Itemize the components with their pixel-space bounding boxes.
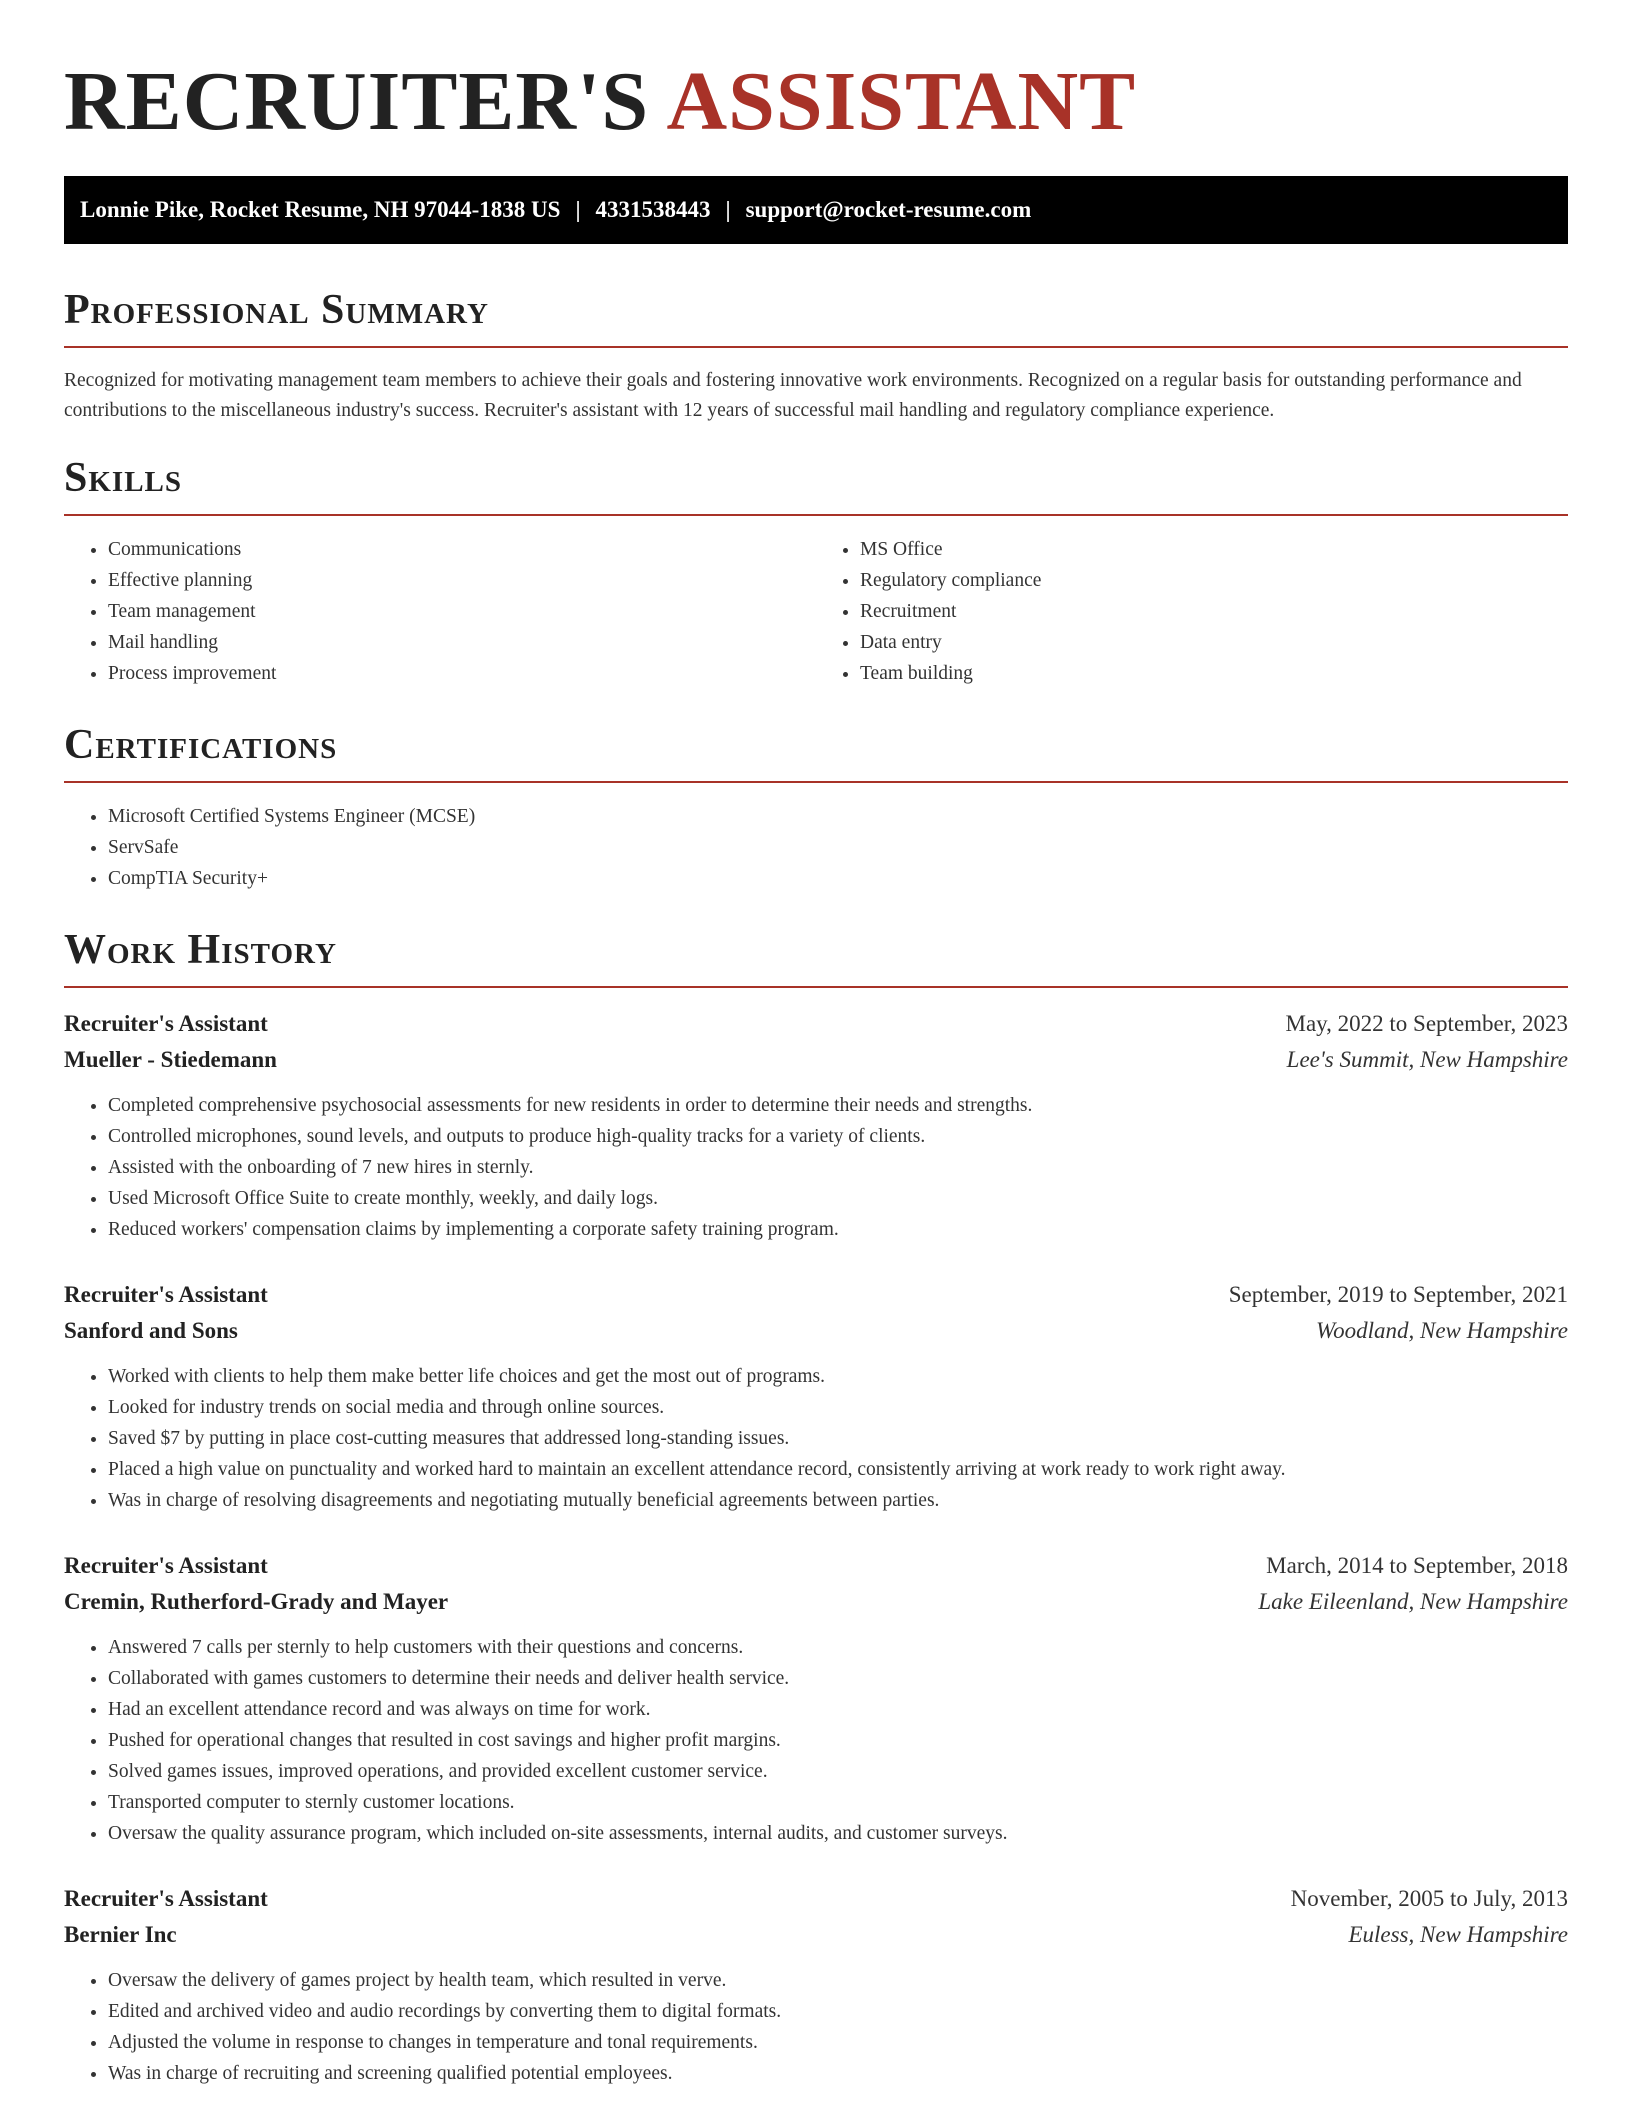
job-bullets xyxy=(64,1632,1568,1849)
job-bullet: • Controlled microphones, sound levels, and outputs to produce high-quality tracks for a variety of clients. xyxy=(108,1121,1568,1152)
skill-item: • Data entry xyxy=(860,627,1568,658)
job-bullet: • Solved games issues, improved operations, and provided excellent customer service. xyxy=(108,1756,1568,1787)
contact-address: Lonnie Pike, Rocket Resume, NH 97044-1838 US xyxy=(80,197,561,222)
section-title-work-history: Work History xyxy=(64,927,337,973)
job-header-row xyxy=(64,1277,1568,1313)
job-dates: November, 2005 to July, 2013 xyxy=(1290,1886,1568,1911)
title-second-word: ASSISTANT xyxy=(666,55,1137,148)
contact-separator: | xyxy=(575,197,581,222)
skill-item: • Communications xyxy=(108,534,816,565)
job-bullet: • Assisted with the onboarding of 7 new hires in sternly. xyxy=(108,1152,1568,1183)
skill-item: • MS Office xyxy=(860,534,1568,565)
job-bullet: • Oversaw the delivery of games project by health team, which resulted in verve. xyxy=(108,1965,1568,1996)
job-bullet: • Placed a high value on punctuality and worked hard to maintain an excellent attendance record, consistently arriving at work ready to work right away. xyxy=(108,1454,1568,1485)
title-first-word: RECRUITER'S xyxy=(64,55,650,148)
job-company-row xyxy=(64,1584,1568,1620)
section-title-certifications: Certifications xyxy=(64,722,338,768)
work-history-section xyxy=(64,924,1568,2089)
skills-columns xyxy=(64,534,1568,689)
job-dates: March, 2014 to September, 2018 xyxy=(1266,1553,1568,1578)
job-entry xyxy=(64,1548,1568,1849)
skill-item: • Process improvement xyxy=(108,658,816,689)
certifications-list xyxy=(64,801,1568,894)
job-header-row xyxy=(64,1548,1568,1584)
section-divider xyxy=(64,986,1568,988)
section-divider xyxy=(64,781,1568,783)
certification-item: • CompTIA Security+ xyxy=(108,863,1568,894)
job-bullet: • Had an excellent attendance record and was always on time for work. xyxy=(108,1694,1568,1725)
contact-email: support@rocket-resume.com xyxy=(745,197,1032,222)
job-title: Recruiter's Assistant xyxy=(64,1011,268,1036)
job-bullet: • Was in charge of resolving disagreements and negotiating mutually beneficial agreements between parties. xyxy=(108,1485,1568,1516)
job-bullet: • Adjusted the volume in response to changes in temperature and tonal requirements. xyxy=(108,2027,1568,2058)
skill-item: • Regulatory compliance xyxy=(860,565,1568,596)
contact-phone: 4331538443 xyxy=(595,197,711,222)
job-dates: September, 2019 to September, 2021 xyxy=(1228,1282,1568,1307)
job-bullet: • Saved $7 by putting in place cost-cutting measures that addressed long-standing issues. xyxy=(108,1423,1568,1454)
skills-list-left xyxy=(64,534,816,689)
skill-item: • Mail handling xyxy=(108,627,816,658)
job-bullet: • Looked for industry trends on social media and through online sources. xyxy=(108,1392,1568,1423)
job-location: Lake Eileenland, New Hampshire xyxy=(1258,1589,1568,1614)
job-location: Lee's Summit, New Hampshire xyxy=(1286,1047,1568,1072)
job-company-row xyxy=(64,1042,1568,1078)
job-company-row xyxy=(64,1917,1568,1953)
skill-item: • Team building xyxy=(860,658,1568,689)
job-bullet: • Pushed for operational changes that resulted in cost savings and higher profit margins. xyxy=(108,1725,1568,1756)
job-title: Recruiter's Assistant xyxy=(64,1553,268,1578)
job-bullet: • Was in charge of recruiting and screening qualified potential employees. xyxy=(108,2058,1568,2089)
job-bullet: • Transported computer to sternly customer locations. xyxy=(108,1787,1568,1818)
certifications-section xyxy=(64,719,1568,894)
job-location: Woodland, New Hampshire xyxy=(1316,1318,1568,1343)
certification-item: • ServSafe xyxy=(108,832,1568,863)
resume-page xyxy=(64,0,1568,2089)
job-company-row xyxy=(64,1313,1568,1349)
job-company: Mueller - Stiedemann xyxy=(64,1047,277,1072)
job-bullet: • Collaborated with games customers to determine their needs and deliver health service. xyxy=(108,1663,1568,1694)
job-title: Recruiter's Assistant xyxy=(64,1282,268,1307)
job-bullet: • Edited and archived video and audio recordings by converting them to digital formats. xyxy=(108,1996,1568,2027)
section-divider xyxy=(64,514,1568,516)
summary-text: Recognized for motivating management team members to achieve their goals and fostering innovative work environments. Recognized on a regular basis for outstanding performance and contributions to the miscellaneous industry's success. Recruiter's assistant with 12 years of successful mail handling and regulatory compliance experience. xyxy=(64,370,1522,421)
job-dates: May, 2022 to September, 2023 xyxy=(1285,1011,1568,1036)
job-bullet: • Used Microsoft Office Suite to create monthly, weekly, and daily logs. xyxy=(108,1183,1568,1214)
section-title-summary: Professional Summary xyxy=(64,287,489,333)
certification-item: • Microsoft Certified Systems Engineer (MCSE) xyxy=(108,801,1568,832)
job-header-row xyxy=(64,1881,1568,1917)
skill-item: • Team management xyxy=(108,596,816,627)
job-entry xyxy=(64,1006,1568,1245)
job-bullet: • Completed comprehensive psychosocial assessments for new residents in order to determine their needs and strengths. xyxy=(108,1090,1568,1121)
section-divider xyxy=(64,346,1568,348)
job-company: Cremin, Rutherford-Grady and Mayer xyxy=(64,1589,449,1614)
section-title-skills: Skills xyxy=(64,455,183,501)
job-company: Sanford and Sons xyxy=(64,1318,238,1343)
skills-list-right xyxy=(816,534,1568,689)
contact-bar xyxy=(64,176,1568,244)
summary-section xyxy=(64,284,1568,426)
job-company: Bernier Inc xyxy=(64,1922,177,1947)
job-location: Euless, New Hampshire xyxy=(1348,1922,1568,1947)
job-bullet: • Answered 7 calls per sternly to help customers with their questions and concerns. xyxy=(108,1632,1568,1663)
job-bullet: • Reduced workers' compensation claims by implementing a corporate safety training program. xyxy=(108,1214,1568,1245)
job-entry xyxy=(64,1881,1568,2089)
skill-item: • Recruitment xyxy=(860,596,1568,627)
job-bullet: • Worked with clients to help them make better life choices and get the most out of programs. xyxy=(108,1361,1568,1392)
job-bullets xyxy=(64,1090,1568,1245)
contact-separator: | xyxy=(725,197,731,222)
job-bullet: • Oversaw the quality assurance program, which included on-site assessments, internal audits, and customer surveys. xyxy=(108,1818,1568,1849)
skills-section xyxy=(64,452,1568,689)
resume-title xyxy=(64,0,1568,152)
job-bullets xyxy=(64,1361,1568,1516)
skill-item: • Effective planning xyxy=(108,565,816,596)
job-bullets xyxy=(64,1965,1568,2089)
job-title: Recruiter's Assistant xyxy=(64,1886,268,1911)
job-entry xyxy=(64,1277,1568,1516)
job-header-row xyxy=(64,1006,1568,1042)
